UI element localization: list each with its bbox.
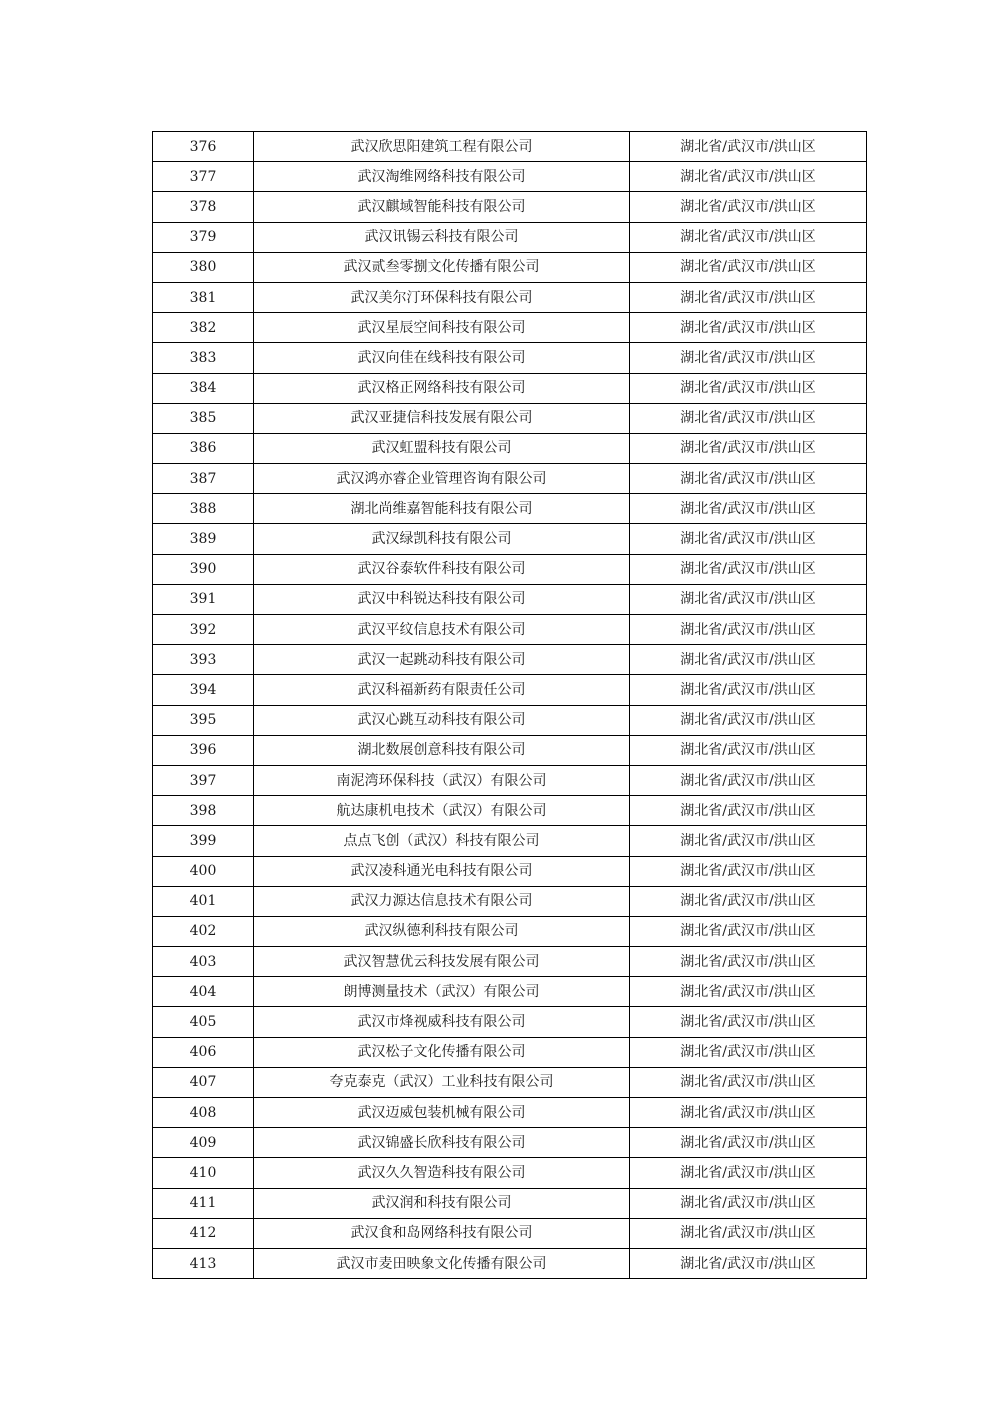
company-name-cell: 武汉市麦田映象文化传播有限公司 xyxy=(254,1248,630,1278)
table-row xyxy=(153,1248,867,1278)
table-row xyxy=(153,705,867,735)
region-cell: 湖北省/武汉市/洪山区 xyxy=(630,1007,867,1037)
company-name-cell: 武汉锦盛长欣科技有限公司 xyxy=(254,1128,630,1158)
row-number-cell: 404 xyxy=(153,977,254,1007)
table-row xyxy=(153,343,867,373)
region-cell: 湖北省/武汉市/洪山区 xyxy=(630,494,867,524)
table-row xyxy=(153,162,867,192)
company-name-cell: 武汉纵德利科技有限公司 xyxy=(254,916,630,946)
row-number-cell: 401 xyxy=(153,886,254,916)
table-row xyxy=(153,1037,867,1067)
company-name-cell: 武汉松子文化传播有限公司 xyxy=(254,1037,630,1067)
row-number-cell: 411 xyxy=(153,1188,254,1218)
row-number-cell: 387 xyxy=(153,464,254,494)
row-number-cell: 384 xyxy=(153,373,254,403)
company-list-table xyxy=(152,131,867,1279)
region-cell: 湖北省/武汉市/洪山区 xyxy=(630,252,867,282)
table-row xyxy=(153,524,867,554)
row-number-cell: 376 xyxy=(153,132,254,162)
company-name-cell: 湖北数展创意科技有限公司 xyxy=(254,735,630,765)
company-name-cell: 武汉绿凯科技有限公司 xyxy=(254,524,630,554)
company-name-cell: 武汉久久智造科技有限公司 xyxy=(254,1158,630,1188)
table-row xyxy=(153,222,867,252)
table-row xyxy=(153,464,867,494)
row-number-cell: 408 xyxy=(153,1098,254,1128)
region-cell: 湖北省/武汉市/洪山区 xyxy=(630,1188,867,1218)
table-row xyxy=(153,826,867,856)
table-row xyxy=(153,554,867,584)
row-number-cell: 397 xyxy=(153,765,254,795)
table-row xyxy=(153,132,867,162)
table-row xyxy=(153,1218,867,1248)
table-row xyxy=(153,494,867,524)
table-row xyxy=(153,947,867,977)
company-name-cell: 武汉市烽视威科技有限公司 xyxy=(254,1007,630,1037)
region-cell: 湖北省/武汉市/洪山区 xyxy=(630,916,867,946)
table-row xyxy=(153,313,867,343)
row-number-cell: 390 xyxy=(153,554,254,584)
table-row xyxy=(153,373,867,403)
region-cell: 湖北省/武汉市/洪山区 xyxy=(630,765,867,795)
company-name-cell: 武汉虹盟科技有限公司 xyxy=(254,433,630,463)
table-row xyxy=(153,1007,867,1037)
region-cell: 湖北省/武汉市/洪山区 xyxy=(630,645,867,675)
region-cell: 湖北省/武汉市/洪山区 xyxy=(630,796,867,826)
company-name-cell: 武汉贰叁零捌文化传播有限公司 xyxy=(254,252,630,282)
region-cell: 湖北省/武汉市/洪山区 xyxy=(630,403,867,433)
company-name-cell: 武汉格正网络科技有限公司 xyxy=(254,373,630,403)
company-name-cell: 武汉平纹信息技术有限公司 xyxy=(254,615,630,645)
region-cell: 湖北省/武汉市/洪山区 xyxy=(630,282,867,312)
company-name-cell: 武汉鸿亦睿企业管理咨询有限公司 xyxy=(254,464,630,494)
table-row xyxy=(153,856,867,886)
region-cell: 湖北省/武汉市/洪山区 xyxy=(630,162,867,192)
row-number-cell: 382 xyxy=(153,313,254,343)
table-row xyxy=(153,675,867,705)
row-number-cell: 402 xyxy=(153,916,254,946)
region-cell: 湖北省/武汉市/洪山区 xyxy=(630,132,867,162)
row-number-cell: 381 xyxy=(153,282,254,312)
region-cell: 湖北省/武汉市/洪山区 xyxy=(630,826,867,856)
company-name-cell: 武汉力源达信息技术有限公司 xyxy=(254,886,630,916)
company-name-cell: 武汉淘维网络科技有限公司 xyxy=(254,162,630,192)
company-name-cell: 武汉中科锐达科技有限公司 xyxy=(254,584,630,614)
region-cell: 湖北省/武汉市/洪山区 xyxy=(630,1067,867,1097)
table-row xyxy=(153,645,867,675)
region-cell: 湖北省/武汉市/洪山区 xyxy=(630,947,867,977)
row-number-cell: 413 xyxy=(153,1248,254,1278)
region-cell: 湖北省/武汉市/洪山区 xyxy=(630,313,867,343)
region-cell: 湖北省/武汉市/洪山区 xyxy=(630,705,867,735)
company-name-cell: 武汉心跳互动科技有限公司 xyxy=(254,705,630,735)
table-row xyxy=(153,796,867,826)
region-cell: 湖北省/武汉市/洪山区 xyxy=(630,1248,867,1278)
company-name-cell: 武汉美尔汀环保科技有限公司 xyxy=(254,282,630,312)
table-row xyxy=(153,1067,867,1097)
company-name-cell: 武汉凌科通光电科技有限公司 xyxy=(254,856,630,886)
row-number-cell: 377 xyxy=(153,162,254,192)
row-number-cell: 392 xyxy=(153,615,254,645)
region-cell: 湖北省/武汉市/洪山区 xyxy=(630,1037,867,1067)
row-number-cell: 383 xyxy=(153,343,254,373)
region-cell: 湖北省/武汉市/洪山区 xyxy=(630,433,867,463)
row-number-cell: 394 xyxy=(153,675,254,705)
table-row xyxy=(153,433,867,463)
row-number-cell: 393 xyxy=(153,645,254,675)
company-name-cell: 夸克泰克（武汉）工业科技有限公司 xyxy=(254,1067,630,1097)
table-row xyxy=(153,615,867,645)
row-number-cell: 378 xyxy=(153,192,254,222)
region-cell: 湖北省/武汉市/洪山区 xyxy=(630,735,867,765)
table-row xyxy=(153,282,867,312)
company-name-cell: 武汉科福新药有限责任公司 xyxy=(254,675,630,705)
region-cell: 湖北省/武汉市/洪山区 xyxy=(630,1158,867,1188)
row-number-cell: 410 xyxy=(153,1158,254,1188)
table-row xyxy=(153,977,867,1007)
table-row xyxy=(153,1188,867,1218)
region-cell: 湖北省/武汉市/洪山区 xyxy=(630,675,867,705)
row-number-cell: 385 xyxy=(153,403,254,433)
row-number-cell: 399 xyxy=(153,826,254,856)
region-cell: 湖北省/武汉市/洪山区 xyxy=(630,584,867,614)
region-cell: 湖北省/武汉市/洪山区 xyxy=(630,1218,867,1248)
region-cell: 湖北省/武汉市/洪山区 xyxy=(630,343,867,373)
region-cell: 湖北省/武汉市/洪山区 xyxy=(630,373,867,403)
company-name-cell: 南泥湾环保科技（武汉）有限公司 xyxy=(254,765,630,795)
row-number-cell: 388 xyxy=(153,494,254,524)
company-name-cell: 武汉一起跳动科技有限公司 xyxy=(254,645,630,675)
company-name-cell: 武汉谷泰软件科技有限公司 xyxy=(254,554,630,584)
region-cell: 湖北省/武汉市/洪山区 xyxy=(630,856,867,886)
table-row xyxy=(153,735,867,765)
row-number-cell: 403 xyxy=(153,947,254,977)
region-cell: 湖北省/武汉市/洪山区 xyxy=(630,222,867,252)
table-row xyxy=(153,916,867,946)
row-number-cell: 386 xyxy=(153,433,254,463)
row-number-cell: 400 xyxy=(153,856,254,886)
table-row xyxy=(153,765,867,795)
region-cell: 湖北省/武汉市/洪山区 xyxy=(630,554,867,584)
row-number-cell: 407 xyxy=(153,1067,254,1097)
table-body xyxy=(153,132,867,1279)
row-number-cell: 391 xyxy=(153,584,254,614)
company-name-cell: 朗博测量技术（武汉）有限公司 xyxy=(254,977,630,1007)
company-name-cell: 武汉亚捷信科技发展有限公司 xyxy=(254,403,630,433)
row-number-cell: 396 xyxy=(153,735,254,765)
region-cell: 湖北省/武汉市/洪山区 xyxy=(630,464,867,494)
row-number-cell: 379 xyxy=(153,222,254,252)
region-cell: 湖北省/武汉市/洪山区 xyxy=(630,1128,867,1158)
table-row xyxy=(153,1128,867,1158)
row-number-cell: 409 xyxy=(153,1128,254,1158)
row-number-cell: 406 xyxy=(153,1037,254,1067)
company-name-cell: 湖北尚维嘉智能科技有限公司 xyxy=(254,494,630,524)
region-cell: 湖北省/武汉市/洪山区 xyxy=(630,524,867,554)
table-row xyxy=(153,192,867,222)
region-cell: 湖北省/武汉市/洪山区 xyxy=(630,1098,867,1128)
company-name-cell: 武汉星辰空间科技有限公司 xyxy=(254,313,630,343)
region-cell: 湖北省/武汉市/洪山区 xyxy=(630,615,867,645)
table-row xyxy=(153,403,867,433)
company-name-cell: 航达康机电技术（武汉）有限公司 xyxy=(254,796,630,826)
region-cell: 湖北省/武汉市/洪山区 xyxy=(630,192,867,222)
company-name-cell: 武汉向佳在线科技有限公司 xyxy=(254,343,630,373)
table-row xyxy=(153,886,867,916)
row-number-cell: 389 xyxy=(153,524,254,554)
company-name-cell: 武汉迈威包装机械有限公司 xyxy=(254,1098,630,1128)
company-name-cell: 点点飞创（武汉）科技有限公司 xyxy=(254,826,630,856)
row-number-cell: 380 xyxy=(153,252,254,282)
table-row xyxy=(153,1158,867,1188)
table-row xyxy=(153,584,867,614)
row-number-cell: 395 xyxy=(153,705,254,735)
row-number-cell: 405 xyxy=(153,1007,254,1037)
row-number-cell: 398 xyxy=(153,796,254,826)
table-row xyxy=(153,252,867,282)
company-name-cell: 武汉欣思阳建筑工程有限公司 xyxy=(254,132,630,162)
table-row xyxy=(153,1098,867,1128)
region-cell: 湖北省/武汉市/洪山区 xyxy=(630,977,867,1007)
company-name-cell: 武汉食和岛网络科技有限公司 xyxy=(254,1218,630,1248)
company-name-cell: 武汉润和科技有限公司 xyxy=(254,1188,630,1218)
row-number-cell: 412 xyxy=(153,1218,254,1248)
region-cell: 湖北省/武汉市/洪山区 xyxy=(630,886,867,916)
company-name-cell: 武汉智慧优云科技发展有限公司 xyxy=(254,947,630,977)
company-name-cell: 武汉麒域智能科技有限公司 xyxy=(254,192,630,222)
company-name-cell: 武汉讯锡云科技有限公司 xyxy=(254,222,630,252)
